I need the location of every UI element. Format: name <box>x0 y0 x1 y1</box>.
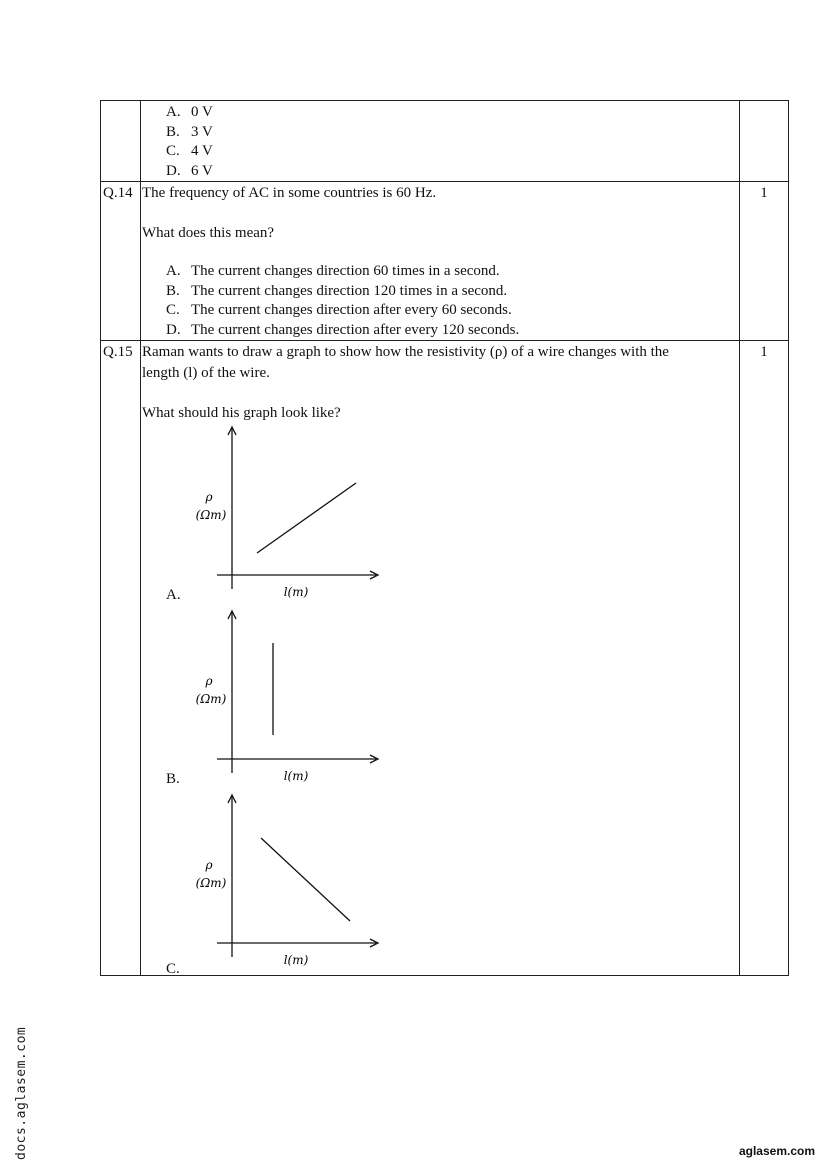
y-axis-unit: (Ωm) <box>195 876 227 890</box>
q13-number-cell <box>101 101 141 182</box>
q15-marks-cell <box>740 341 789 976</box>
question-text-line1: Raman wants to draw a graph to show how the resistivity (ρ) of a wire changes with the <box>142 344 669 360</box>
corner-watermark: aglasem.com <box>738 1144 815 1158</box>
y-axis-label: ρ <box>205 490 213 504</box>
question-text: The frequency of AC in some countries is 60 Hz. <box>142 185 437 201</box>
q14-row <box>101 182 789 341</box>
y-axis-label: ρ <box>205 674 213 688</box>
q13-options-row <box>101 101 789 182</box>
x-axis-label: l(m) <box>283 769 309 783</box>
y-axis-unit: (Ωm) <box>195 508 227 522</box>
graph-option-b <box>141 607 739 791</box>
question-number: Q.14 <box>103 185 133 201</box>
q14-option-c: C. The current changes direction after every 60 seconds. <box>166 302 512 318</box>
graph-b-figure <box>189 607 389 791</box>
q14-option-b: B. The current changes direction 120 times in a second. <box>166 282 508 299</box>
q15-number-cell <box>101 341 141 976</box>
q13-option-b: B. 3 V <box>166 123 213 140</box>
graph-c-figure <box>189 791 389 975</box>
question-prompt: What should his graph look like? <box>142 405 341 421</box>
q14-content-cell <box>141 182 740 341</box>
q13-option-a: A. 0 V <box>166 104 213 120</box>
graph-option-c <box>141 791 739 975</box>
graph-option-a <box>141 423 739 607</box>
q14-marks-cell <box>740 182 789 341</box>
q15-content-cell <box>141 341 740 976</box>
q14-option-a: A. The current changes direction 60 times in a second. <box>166 263 500 279</box>
question-text-line2: length (l) of the wire. <box>142 365 270 381</box>
q14-option-d: D. The current changes direction after every 120 seconds. <box>166 321 520 338</box>
graph-a-figure <box>189 423 389 607</box>
question-table <box>100 100 789 976</box>
q13-option-c: C. 4 V <box>166 143 213 159</box>
q14-number-cell <box>101 182 141 341</box>
option-label: C. <box>166 961 180 977</box>
option-label: B. <box>166 771 180 787</box>
side-watermark: docs.aglasem.com <box>14 1026 29 1160</box>
q15-row <box>101 341 789 976</box>
q13-option-d: D. 6 V <box>166 162 213 179</box>
y-axis-label: ρ <box>205 858 213 872</box>
q13-content-cell <box>141 101 740 182</box>
question-number: Q.15 <box>103 344 133 360</box>
marks-value: 1 <box>760 185 768 201</box>
question-prompt: What does this mean? <box>142 225 275 241</box>
y-axis-unit: (Ωm) <box>195 692 227 706</box>
marks-value: 1 <box>760 344 768 360</box>
decreasing-line <box>261 838 350 921</box>
x-axis-label: l(m) <box>283 585 309 599</box>
increasing-line <box>257 483 356 553</box>
x-axis-label: l(m) <box>283 953 309 967</box>
q13-marks-cell <box>740 101 789 182</box>
option-label: A. <box>166 587 181 603</box>
